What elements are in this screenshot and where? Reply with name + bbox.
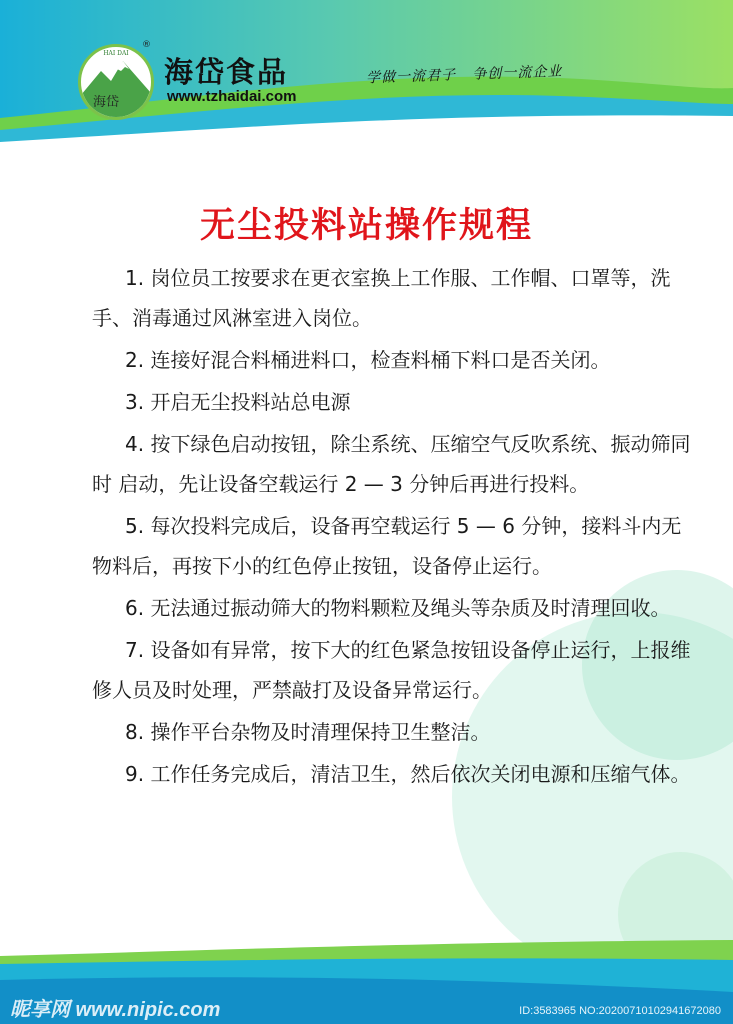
procedure-list (92, 258, 692, 796)
brand-logo (78, 44, 154, 120)
header-banner (0, 0, 733, 150)
procedure-item-3: 3. 开启无尘投料站总电源 (125, 390, 351, 414)
watermark-id: ID:3583965 NO:20200710102941672080 (519, 1005, 721, 1017)
procedure-item-4: 4. 按下绿色启动按钮，除尘系统、压缩空气反吹系统、振动筛同时 启动，先让设备空载运行 2 — 3 分钟后再进行投料。 (92, 432, 691, 496)
slogan: 学做一流君子 争创一流企业 (365, 63, 563, 87)
logo-glyph-text: 海岱 (93, 95, 120, 110)
brand-website: www.tzhaidai.com (167, 88, 297, 105)
footer-banner (0, 930, 733, 1024)
page-title: 无尘投料站操作规程 (199, 206, 533, 246)
watermark-text: 昵享网 www.nipic.com (10, 999, 221, 1021)
brand-name: 海岱食品 (164, 55, 289, 89)
procedure-item-2: 2. 连接好混合料桶进料口，检查料桶下料口是否关闭。 (125, 348, 611, 372)
procedure-item-6: 6. 无法通过振动筛大的物料颗粒及绳头等杂质及时清理回收。 (125, 596, 671, 620)
registered-mark: ® (142, 40, 151, 50)
procedure-item-7: 7. 设备如有异常，按下大的红色紧急按钮设备停止运行，上报维修人员及时处理，严禁敲打及设备异常运行。 (92, 638, 691, 702)
logo-small-text: HAI DAI (103, 50, 129, 57)
procedure-item-5: 5. 每次投料完成后，设备再空载运行 5 — 6 分钟，接料斗内无物料后，再按下小的红色停止按钮，设备停止运行。 (92, 514, 682, 578)
procedure-item-9: 9. 工作任务完成后，清洁卫生，然后依次关闭电源和压缩气体。 (125, 762, 691, 786)
procedure-item-8: 8. 操作平台杂物及时清理保持卫生整洁。 (125, 720, 491, 744)
procedure-item-1: 1. 岗位员工按要求在更衣室换上工作服、工作帽、口罩等，洗手、消毒通过风淋室进入岗位。 (92, 266, 671, 330)
